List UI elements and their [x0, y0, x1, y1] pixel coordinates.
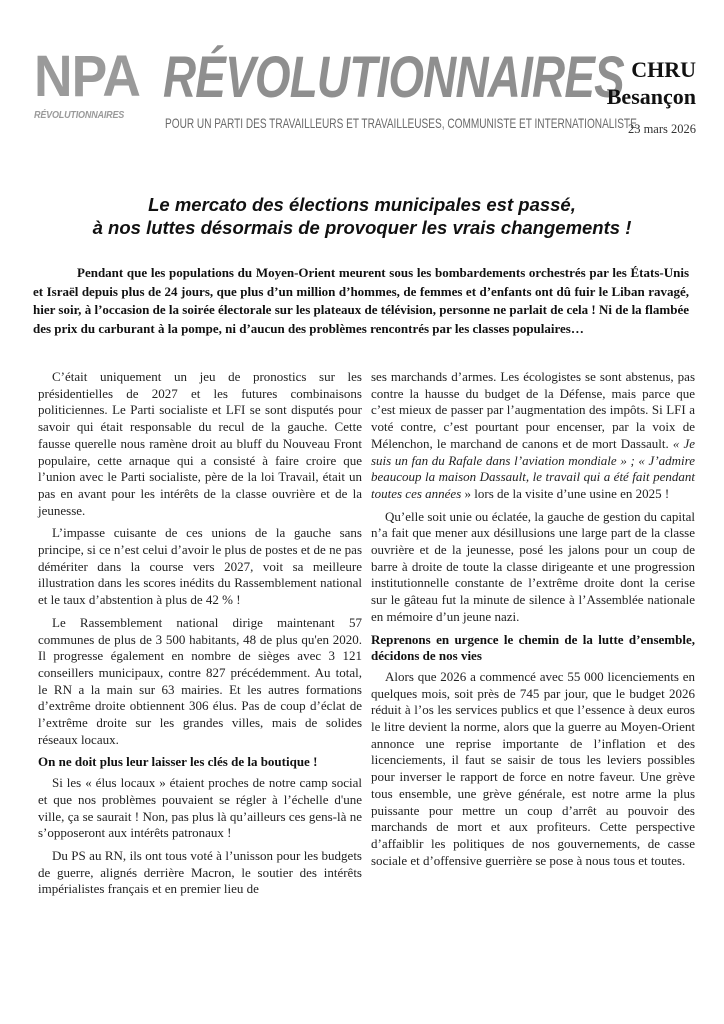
site-name-line2: Besançon	[606, 84, 696, 109]
article-lead: Pendant que les populations du Moyen-Orient meurent sous les bombardements orchestrés par les États-Unis et Israël depuis plus de 24 jours, que plus d’un million d’hommes, de femmes et d’enfants ont dû fuir le Liban ravagé, hier soir, à l’occasion de la soirée électorale sur les plateaux de télévision, personne ne parlait de cela ! Ni de la flambée des prix du carburant à la pompe, ni d’aucun des problèmes rencontrés par les classes populaires…	[33, 265, 689, 336]
subheading: Reprenons en urgence le chemin de la lutte d’ensemble, décidons de nos vies	[371, 631, 695, 664]
headline-line-2: à nos luttes désormais de provoquer les vrais changements !	[92, 217, 632, 238]
publication-tagline: POUR UN PARTI DES TRAVAILLEURS ET TRAVAILLEUSES, COMMUNISTE ET INTERNATIONALISTE	[165, 115, 637, 131]
quote: « Je suis un fan du Rafale dans l’aviation mondiale » ; « J’admire beaucoup la maison Dassault, le travail qui a été fait pendant toutes ces années	[371, 435, 695, 501]
paragraph: L’impasse cuisante de ces unions de la gauche sans principe, si ce n’est celui d’avoir le plus de postes et de ne pas démériter dans la course vers 2027, voit sa meilleure illustration dans les scores inédits du Rassemblement national et le taux d’abstention à plus de 42 % !	[38, 525, 362, 608]
site-name-line1: CHRU	[631, 57, 696, 82]
publication-title: RÉVOLUTIONNAIRES	[163, 45, 624, 110]
npa-logo	[34, 44, 149, 121]
publication-date: 23 mars 2026	[627, 122, 696, 136]
paragraph: Du PS au RN, ils ont tous voté à l’unisson pour les budgets de guerre, alignés derrière Macron, le soutier des intérêts impérialistes français et en premier lieu de	[38, 847, 362, 897]
left-column	[38, 369, 362, 904]
right-column	[371, 369, 695, 875]
npa-logo-subtext: RÉVOLUTIONNAIRES	[34, 110, 125, 121]
site-block	[607, 56, 696, 137]
paragraph: Le Rassemblement national dirige maintenant 57 communes de plus de 3 500 habitants, 48 de plus qu'en 2020. Il progresse également en nombre de sièges avec 3 121 conseillers municipaux, contre 827 précédemment. Au total, le RN a la main sur 63 mairies. Et les autres formations d’extrême droite obtiennent 306 élus. Pas de coup d’éclat de l’extrême droite sur les grandes villes, mais de solides réseaux locaux.	[38, 614, 362, 747]
paragraph: Alors que 2026 a commencé avec 55 000 licenciements en quelques mois, soit près de 745 par jour, que le budget 2026 réduit à l’os les services publics et que l’essence à deux euros le litre devient la norme, alors que la guerre au Moyen-Orient annonce une reprise importante de l’inflation et des licenciements, il faut se saisir de tous les leviers possibles pour inverser le rapport de force en notre faveur. Une grève tous ensemble, une grève générale, est notre arme la plus puissante pour mettre un coup d’arrêt au pouvoir des marchands de mort et aux profiteurs. Cette perspective d’affaiblir les politiques de nos gouvernements, de casse sociale et d’offensive guerrière se pose à nous tous et toutes.	[371, 668, 695, 868]
headline-line-1: Le mercato des élections municipales est passé,	[148, 194, 576, 215]
paragraph-text: » lors de la visite d’une usine en 2025 !	[461, 485, 670, 501]
subheading: On ne doit plus leur laisser les clés de la boutique !	[38, 754, 318, 770]
article-headline	[0, 193, 724, 239]
paragraph: C’était uniquement un jeu de pronostics sur les présidentielles de 2027 et les futures combinaisons politiciennes. Le Parti socialiste et LFI se sont disputés pour savoir qui était responsable du recul de la gauche. Cette fausse querelle nous ramène droit au bluff du Nouveau Front populaire, cette arnaque qui a consisté à faire croire que l’union avec le Parti socialiste, père de la loi Travail, était un pas en avant pour les intérêts de la classe ouvrière et de la jeunesse.	[38, 369, 362, 518]
paragraph-continued	[371, 369, 695, 503]
paragraph-text: ses marchands d’armes. Les écologistes se sont abstenus, pas contre la hausse du budget de la Défense, mais parce que c’est mieux de passer par l’augmentation des impôts. Si LFI a voté contre, c’est pourtant pour encenser, par la voix de Mélenchon, le marchand de canons et de mort Dassault.	[371, 369, 695, 451]
masthead	[0, 0, 724, 160]
paragraph: Qu’elle soit unie ou éclatée, la gauche de gestion du capital n’a fait que mener aux désillusions une large part de la classe ouvrière et de la jeunesse, posé les jalons pour un coup de barre à droite de toute la classe dirigeante et une progression institutionnelle constante de l’extrême droite dont la cerise sur le gâteau fut la minute de silence à l’Assemblée nationale en mémoire d’un jeune nazi.	[371, 508, 695, 624]
paragraph: Si les « élus locaux » étaient proches de notre camp social et que nos problèmes pouvaient se régler à l’échelle d'une ville, ça se saurait ! Non, pas plus là qu’ailleurs ces gens-là ne s’opposeront aux intérêts patronaux !	[38, 775, 362, 841]
npa-logo-text: NPA	[34, 44, 140, 109]
